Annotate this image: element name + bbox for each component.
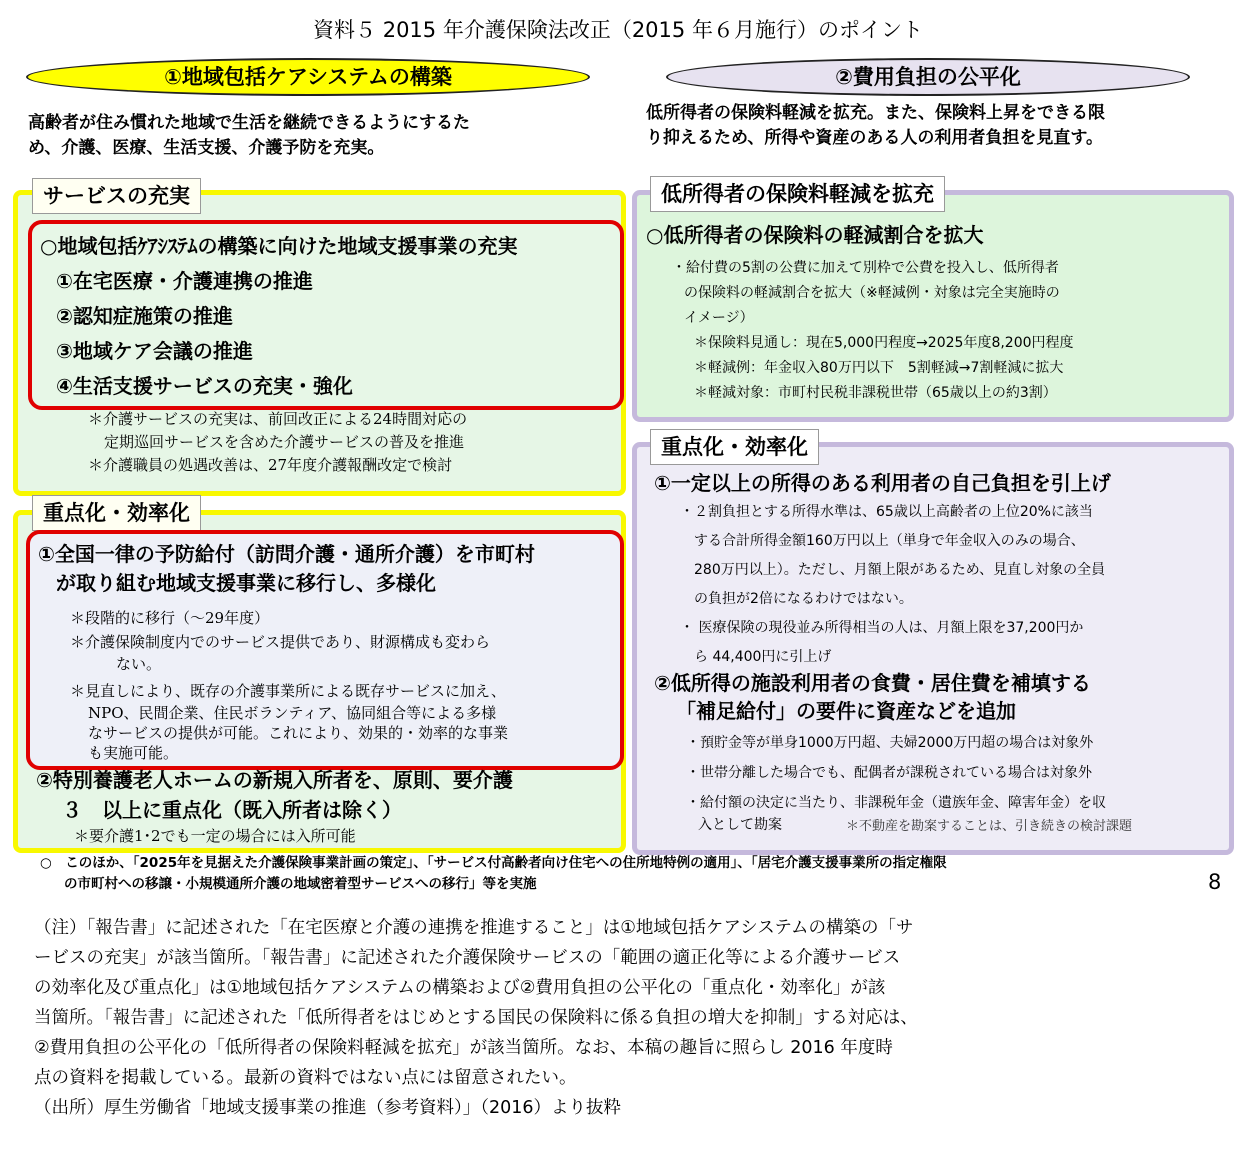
other-measures: [40, 853, 947, 895]
line: 280万円以上）。ただし、月額上限があるため、見直し対象の全員: [694, 562, 1106, 578]
efficiency-lines-1: [680, 498, 1105, 672]
note-line: ②費用負担の公平化の「低所得者の保険料軽減を拡充」が該当箇所。なお、本稿の趣旨に照らし 2016 年度時: [34, 1038, 893, 1058]
note-line: ＊介護サービスの充実は、前回改正による24時間対応の: [88, 410, 468, 428]
item2-line: ３ 以上に重点化（既入所者は除く）: [62, 798, 402, 822]
red-note: ＊段階的に移行（～29年度）: [70, 609, 270, 627]
service-notes: [88, 408, 467, 477]
low-income-head: ○低所得者の保険料の軽減割合を拡大: [646, 223, 984, 247]
line: ・２割負担とする所得水準は、65歳以上高齢者の上位20%に該当: [680, 504, 1093, 520]
left-intro: [28, 111, 598, 161]
item2-line: ②特別養護老人ホームの新規入所者を、原則、要介護: [36, 768, 513, 792]
line: ＊軽減対象：市町村民税非課税世帯（65歳以上の約3割）: [694, 385, 1057, 401]
red-head: ①全国一律の予防給付（訪問介護・通所介護）を市町村: [38, 542, 535, 566]
note-line: 当箇所。「報告書」に記述された「低所得者をはじめとする国民の保険料に係る負担の増大を抑制」する対応は、: [34, 1008, 918, 1028]
red-line: ③地域ケア会議の推進: [56, 339, 253, 363]
note-line: 点の資料を掲載している。最新の資料ではない点には留意されたい。: [34, 1068, 577, 1088]
red-head: が取り組む地域支援事業に移行し、多様化: [56, 571, 436, 595]
note-line: ＊介護職員の処遇改善は、27年度介護報酬改定で検討: [88, 456, 453, 474]
source-line: （出所）厚生労働省「地域支援事業の推進（参考資料）」（2016）より抜粋: [34, 1098, 622, 1118]
line: ・給付費の5割の公費に加えて別枠で公費を投入し、低所得者: [672, 260, 1059, 276]
footer-line: の市町村への移譲・小規模通所介護の地域密着型サービスへの移行」等を実施: [64, 876, 537, 892]
service-tag: サービスの充実: [32, 178, 201, 214]
note-line: ービスの充実」が該当箇所。「報告書」に記述された介護保険サービスの「範囲の適正化等による介護サービス: [34, 948, 901, 968]
left-intro-line: め、介護、医療、生活支援、介護予防を充実。: [28, 138, 385, 158]
red-note: ＊見直しにより、既存の介護事業所による既存サービスに加え、: [70, 682, 506, 700]
efficiency-last-line: 入として勘案: [698, 817, 782, 833]
note-line: 定期巡回サービスを含めた介護サービスの普及を推進: [104, 433, 465, 451]
line: ・世帯分離した場合でも、配偶者が課税されている場合は対象外: [686, 765, 1092, 781]
service-redbox: [28, 220, 624, 410]
note-line: の効率化及び重点化」は①地域包括ケアシステムの構築および②費用負担の公平化の「重点化・効率化」が該: [34, 978, 886, 998]
note-block: [34, 913, 1224, 1123]
line: イメージ）: [684, 310, 754, 326]
note-line: （注）「報告書」に記述された「在宅医療と介護の連携を推進すること」は①地域包括ケアシステムの構築の「サ: [34, 918, 914, 938]
red-line: ②認知症施策の推進: [56, 304, 233, 328]
document-title: 資料５ 2015 年介護保険法改正（2015 年６月施行）のポイント: [313, 18, 923, 42]
red-note: ない。: [116, 655, 162, 673]
right-intro-line: り抑えるため、所得や資産のある人の利用者負担を見直す。: [646, 128, 1103, 148]
item2-note: ＊要介護1･2でも一定の場合には入所可能: [74, 827, 356, 845]
page-number: 8: [1208, 870, 1222, 894]
efficiency-redbox: [26, 530, 624, 770]
line: の保険料の軽減割合を拡大（※軽減例・対象は完全実施時の: [684, 285, 1060, 301]
footer-line: ○ このほか、「2025年を見据えた介護保険事業計画の策定」、「サービス付高齢者向け住宅への住所地特例の適用」、「居宅介護支援事業所の指定権限: [40, 855, 947, 871]
red-note: ＊介護保険制度内でのサービス提供であり、財源構成も変わら: [70, 633, 491, 651]
right-intro: [646, 101, 1236, 151]
efficiency-lines-2: [686, 728, 1106, 818]
heading-cost-fairness: ②費用負担の公平化: [666, 58, 1190, 96]
line: ら 44,400円に引上げ: [694, 649, 832, 665]
efficiency-last-note: ＊不動産を勘案することは、引き続きの検討課題: [846, 819, 1133, 834]
efficiency-tag-left: 重点化・効率化: [32, 495, 201, 531]
low-income-tag: 低所得者の保険料軽減を拡充: [650, 176, 945, 212]
red-line: ○地域包括ｹｱｼｽﾃﾑの構築に向けた地域支援事業の充実: [40, 234, 518, 258]
line: ＊軽減例：年金収入80万円以下 5割軽減→7割軽減に拡大: [694, 360, 1064, 376]
red-note: NPO、民間企業、住民ボランティア、協同組合等による多様: [88, 704, 497, 722]
efficiency-head-2b: 「補足給付」の要件に資産などを追加: [676, 699, 1016, 723]
line: ・ 医療保険の現役並み所得相当の人は、月額上限を37,200円か: [680, 620, 1084, 636]
left-intro-line: 高齢者が住み慣れた地域で生活を継続できるようにするた: [28, 113, 470, 133]
efficiency-head-1: ①一定以上の所得のある利用者の自己負担を引上げ: [654, 471, 1111, 495]
line: ・預貯金等が単身1000万円超、夫婦2000万円超の場合は対象外: [686, 735, 1094, 751]
efficiency-head-2: ②低所得の施設利用者の食費・居住費を補填する: [654, 671, 1091, 695]
line: ・給付額の決定に当たり、非課税年金（遺族年金、障害年金）を収: [686, 795, 1106, 811]
red-note: も実施可能。: [88, 744, 179, 762]
heading-community-care: ①地域包括ケアシステムの構築: [26, 58, 590, 96]
low-income-lines: [672, 256, 1074, 406]
line: ＊保険料見通し：現在5,000円程度→2025年度8,200円程度: [694, 335, 1074, 351]
line: する合計所得金額160万円以上（単身で年金収入のみの場合、: [694, 533, 1085, 549]
line: の負担が2倍になるわけではない。: [694, 591, 913, 607]
red-note: なサービスの提供が可能。これにより、効果的・効率的な事業: [88, 724, 509, 742]
right-intro-line: 低所得者の保険料軽減を拡充。また、保険料上昇をできる限: [646, 103, 1105, 123]
efficiency-tag-right: 重点化・効率化: [650, 429, 819, 465]
red-line: ①在宅医療・介護連携の推進: [56, 269, 313, 293]
red-line: ④生活支援サービスの充実・強化: [56, 374, 353, 398]
